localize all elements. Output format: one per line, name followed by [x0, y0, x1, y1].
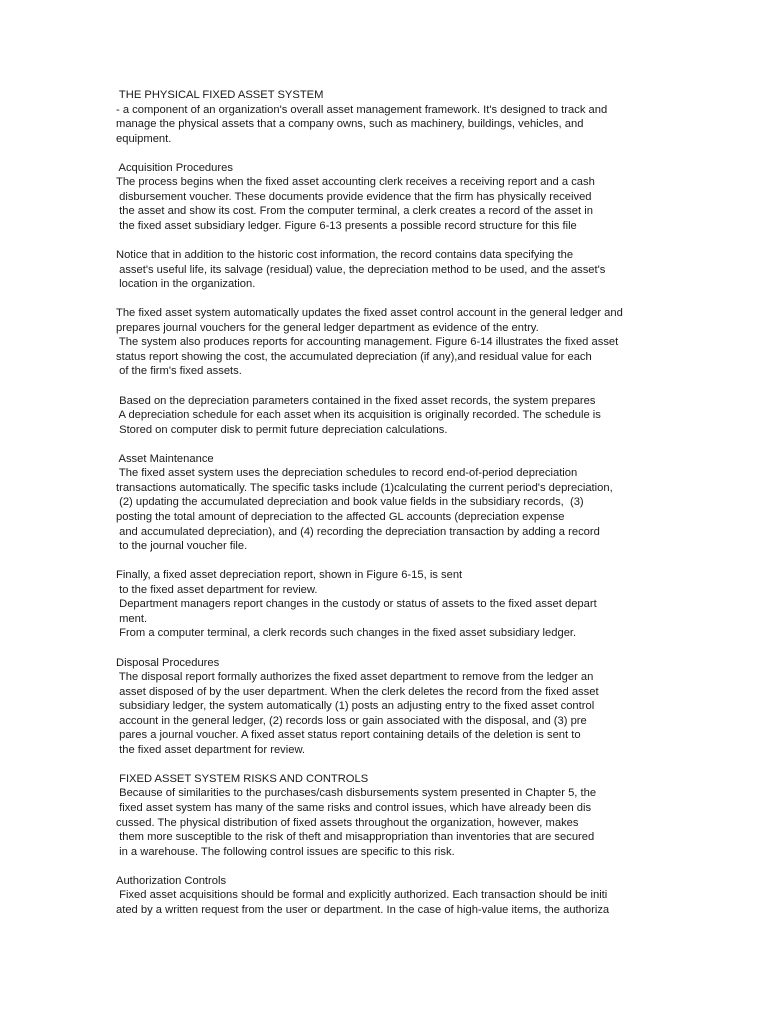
text-line: Notice that in addition to the historic cost information, the record contains data specifying the [116, 249, 574, 262]
text-line: Finally, a fixed asset depreciation report, shown in Figure 6-15, is sent [116, 569, 463, 582]
text-line: ment. [116, 612, 148, 625]
text-line: location in the organization. [116, 278, 256, 291]
text-line: The fixed asset system uses the depreciation schedules to record end-of-period depreciation [116, 467, 578, 480]
text-line: the asset and show its cost. From the computer terminal, a clerk creates a record of the asset in [116, 205, 593, 218]
text-line: posting the total amount of depreciation to the affected GL accounts (depreciation expense [116, 511, 565, 523]
text-line: The fixed asset system automatically updates the fixed asset control account in the general ledger and [116, 307, 623, 320]
text-line: Based on the depreciation parameters contained in the fixed asset records, the system prepares [116, 394, 596, 407]
text-line: them more susceptible to the risk of theft and misappropriation than inventories that are secured [116, 831, 595, 844]
text-line: asset's useful life, its salvage (residual) value, the depreciation method to be used, and the asset's [116, 263, 606, 276]
text-line: Department managers report changes in the custody or status of assets to the fixed asset depart [116, 598, 597, 611]
text-line: manage the physical assets that a company owns, such as machinery, buildings, vehicles, and [116, 118, 584, 131]
text-line: transactions automatically. The specific tasks include (1)calculating the current period's depreciation, [116, 481, 613, 494]
text-line: the fixed asset subsidiary ledger. Figure 6-13 presents a possible record structure for this file [116, 220, 577, 232]
text-line: disbursement voucher. These documents provide evidence that the firm has physically received [116, 190, 592, 203]
text-line: fixed asset system has many of the same risks and control issues, which have already been dis [116, 802, 592, 814]
text-line: THE PHYSICAL FIXED ASSET SYSTEM [116, 89, 324, 101]
text-line: subsidiary ledger, the system automatically (1) posts an adjusting entry to the fixed asset control [116, 700, 595, 713]
text-line: prepares journal vouchers for the general ledger department as evidence of the entry. [116, 321, 539, 334]
text-line: the fixed asset department for review. [116, 743, 306, 756]
text-line: (2) updating the accumulated depreciation and book value fields in the subsidiary records, (3) [116, 496, 584, 509]
text-line: asset disposed of by the user department. When the clerk deletes the record from the fixed asset [116, 685, 599, 698]
text-line: From a computer terminal, a clerk records such changes in the fixed asset subsidiary ledger. [116, 627, 577, 640]
text-line: Acquisition Procedures [116, 161, 233, 174]
text-line: equipment. [116, 132, 172, 145]
text-line: to the fixed asset department for review. [116, 583, 318, 596]
text-line: pares a journal voucher. A fixed asset status report containing details of the deletion is sent to [116, 729, 581, 742]
text-line: Stored on computer disk to permit future depreciation calculations. [116, 423, 448, 436]
text-line: Disposal Procedures [116, 656, 220, 669]
text-line: in a warehouse. The following control issues are specific to this risk. [116, 845, 455, 858]
text-line: account in the general ledger, (2) records loss or gain associated with the disposal, and (3) pre [116, 714, 587, 727]
text-line: Fixed asset acquisitions should be formal and explicitly authorized. Each transaction should be initi [116, 889, 608, 902]
text-line: - a component of an organization's overall asset management framework. It's designed to track and [116, 103, 608, 116]
text-line: ated by a written request from the user or department. In the case of high-value items, the authoriza [116, 903, 610, 916]
text-line: cussed. The physical distribution of fixed assets throughout the organization, however, makes [116, 816, 579, 829]
text-line: The disposal report formally authorizes the fixed asset department to remove from the ledger an [116, 671, 594, 683]
text-line: A depreciation schedule for each asset when its acquisition is originally recorded. The schedule is [116, 409, 601, 422]
text-line: The system also produces reports for accounting management. Figure 6-14 illustrates the fixed asset [116, 336, 619, 349]
text-line: Because of similarities to the purchases/cash disbursements system presented in Chapter 5, the [116, 787, 597, 800]
text-line: FIXED ASSET SYSTEM RISKS AND CONTROLS [116, 772, 369, 785]
text-line: and accumulated depreciation), and (4) recording the depreciation transaction by adding a record [116, 525, 600, 538]
text-line: Asset Maintenance [116, 452, 214, 465]
text-line: to the journal voucher file. [116, 540, 248, 552]
text-line: The process begins when the fixed asset accounting clerk receives a receiving report and a cash [116, 176, 595, 189]
text-line: of the firm's fixed assets. [116, 365, 242, 378]
text-line: status report showing the cost, the accumulated depreciation (if any),and residual value for each [116, 350, 592, 363]
text-line: Authorization Controls [116, 874, 227, 887]
